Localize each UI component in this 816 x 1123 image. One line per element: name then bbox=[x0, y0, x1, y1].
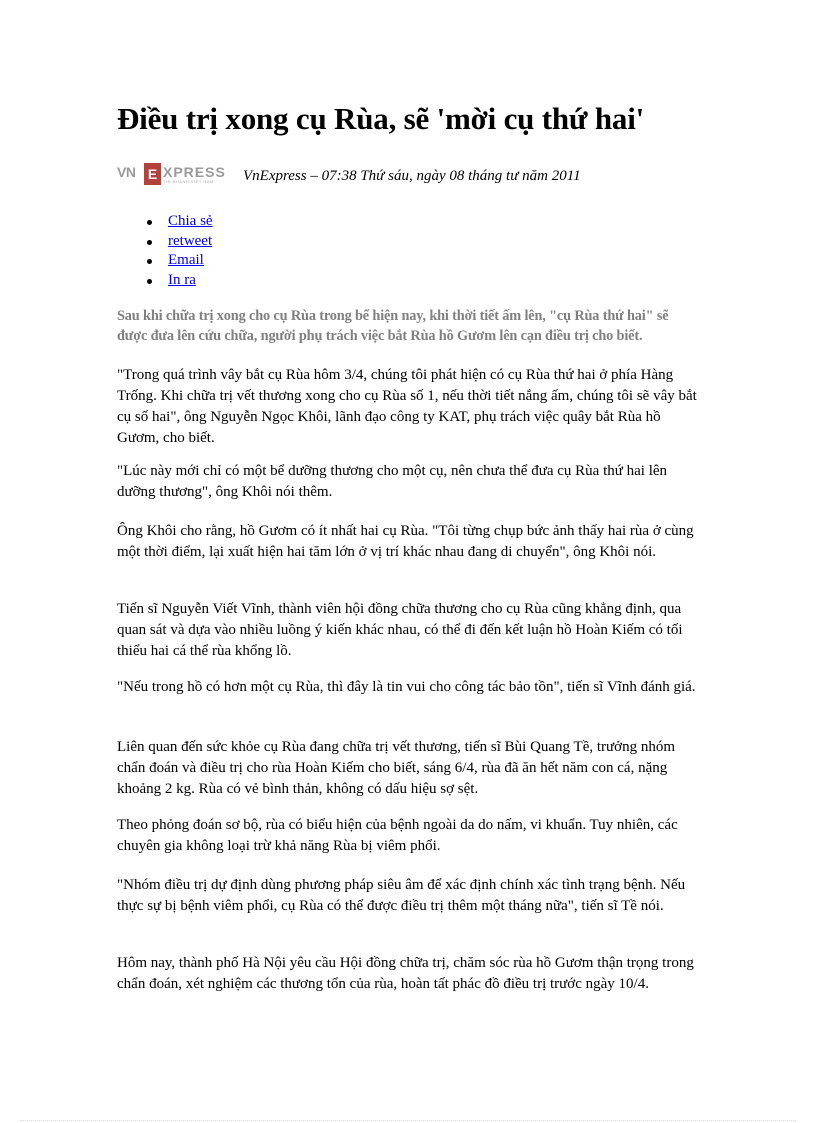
paragraph: "Nhóm điều trị dự định dùng phương pháp siêu âm để xác định chính xác tình trạng bệnh. Nếu thực sự bị bệnh viêm phổi, cụ Rùa có thể được điều trị thêm một tháng nữa", tiến sĩ Tề nói. bbox=[117, 877, 686, 914]
paragraph: Liên quan đến sức khỏe cụ Rùa đang chữa trị vết thương, tiến sĩ Bùi Quang Tề, trưởng nhóm chẩn đoán và điều trị cho rùa Hoàn Kiếm cho biết, sáng 6/4, rùa đã ăn hết năm con cá, nặng khoảng 2 kg. Rùa có vẻ bình thản, không có dấu hiệu sợ sệt. bbox=[117, 739, 675, 797]
paragraph: Ông Khôi cho rằng, hồ Gươm có ít nhất hai cụ Rùa. "Tôi từng chụp bức ảnh thấy hai rùa ở cùng một thời điểm, lại xuất hiện hai tăm lớn ở vị trí khác nhau đang di chuyển", ông Khôi nói. bbox=[117, 523, 694, 560]
share-link[interactable]: Chia sẻ bbox=[168, 213, 213, 229]
byline-text: VnExpress – 07:38 Thứ sáu, ngày 08 tháng tư năm 2011 bbox=[243, 168, 581, 184]
list-item bbox=[168, 232, 213, 252]
list-item bbox=[168, 212, 213, 232]
paragraph: Theo phỏng đoán sơ bộ, rùa có biểu hiện của bệnh ngoài da do nấm, vi khuẩn. Tuy nhiên, các chuyên gia không loại trừ khả năng Rùa bị viêm phổi. bbox=[117, 817, 678, 854]
paragraph: "Lúc này mới chỉ có một bể dưỡng thương cho một cụ, nên chưa thể đưa cụ Rùa thứ hai lên dưỡng thương", ông Khôi nói thêm. bbox=[117, 463, 668, 500]
paragraph: Tiến sĩ Nguyễn Viết Vĩnh, thành viên hội đồng chữa thương cho cụ Rùa cũng khẳng định, qua quan sát và dựa vào nhiều luồng ý kiến khác nhau, có thể đi đến kết luận hồ Hoàn Kiếm có tối thiểu hai cá thể rùa khổng lồ. bbox=[117, 601, 683, 659]
print-link[interactable]: In ra bbox=[168, 271, 196, 288]
list-item bbox=[168, 251, 213, 271]
paragraph: Hôm nay, thành phố Hà Nội yêu cầu Hội đồng chữa trị, chăm sóc rùa hồ Gươm thận trọng trong chẩn đoán, xét nghiệm các thương tổn của rùa, hoàn tất phác đồ điều trị trước ngày 10/4. bbox=[117, 955, 694, 992]
article-lead: Sau khi chữa trị xong cho cụ Rùa trong bể hiện nay, khi thời tiết ấm lên, "cụ Rùa thứ hai" sẽ được đưa lên cứu chữa, người phụ trách việc bắt Rùa hồ Gươm lên cạn điều trị cho biết. bbox=[117, 308, 669, 344]
paragraph: "Nếu trong hồ có hơn một cụ Rùa, thì đây là tin vui cho công tác bảo tồn", tiến sĩ Vĩnh đánh giá. bbox=[117, 679, 696, 695]
share-links bbox=[117, 212, 213, 290]
byline bbox=[117, 163, 581, 193]
retweet-link[interactable]: retweet bbox=[168, 232, 213, 249]
article-title: Điều trị xong cụ Rùa, sẽ 'mời cụ thứ hai' bbox=[117, 101, 645, 136]
page-bottom-divider bbox=[20, 1120, 796, 1121]
email-link[interactable]: Email bbox=[168, 252, 204, 268]
vnexpress-logo: VN E XPRESS TIN NHANH VIỆT NAM bbox=[117, 164, 226, 184]
list-item bbox=[168, 271, 213, 291]
paragraph: "Trong quá trình vây bắt cụ Rùa hôm 3/4, chúng tôi phát hiện có cụ Rùa thứ hai ở phía Hàng Trống. Khi chữa trị vết thương xong cho cụ Rùa số 1, nếu thời tiết nắng ấm, chúng tôi sẽ vây bắt cụ số hai", ông Nguyễn Ngọc Khôi, lãnh đạo công ty KAT, phụ trách việc quây bắt Rùa hồ Gươm, cho biết. bbox=[117, 367, 697, 446]
